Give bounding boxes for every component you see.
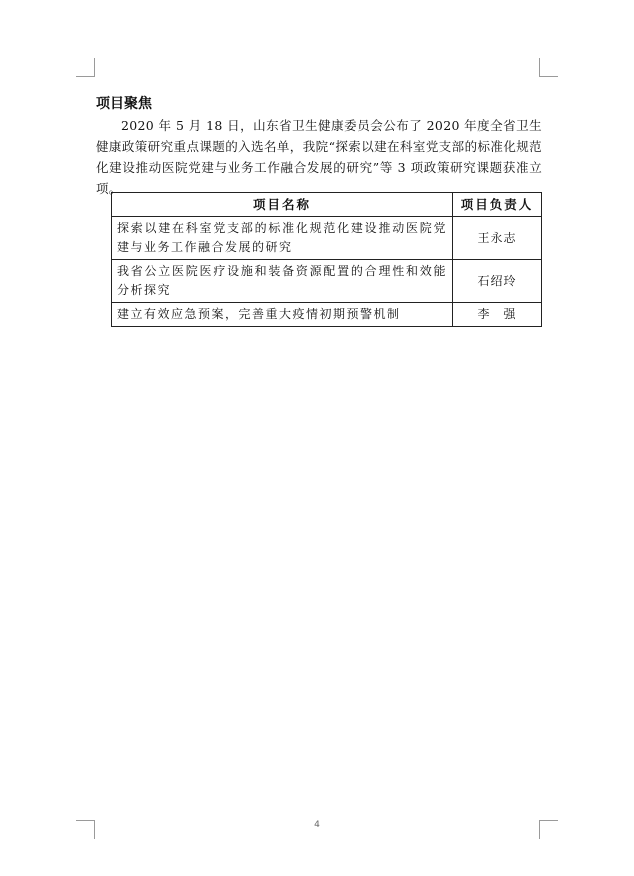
table-row <box>112 303 542 327</box>
section-heading: 项目聚焦 <box>96 96 152 112</box>
section-content <box>96 93 542 199</box>
project-leader-cell: 李 强 <box>453 303 542 327</box>
page-number: 4 <box>314 820 320 830</box>
table-row <box>112 217 542 260</box>
header-project-leader: 项目负责人 <box>453 193 542 217</box>
project-leader-cell: 石绍玲 <box>453 260 542 303</box>
crop-mark-top-left <box>76 58 95 77</box>
table-row <box>112 260 542 303</box>
table-header-row <box>112 193 542 217</box>
projects-table <box>111 192 542 327</box>
project-name-cell: 探索以建在科室党支部的标准化规范化建设推动医院党建与业务工作融合发展的研究 <box>112 217 453 260</box>
project-leader-cell: 王永志 <box>453 217 542 260</box>
crop-mark-top-right <box>539 58 558 77</box>
project-name-cell: 建立有效应急预案，完善重大疫情初期预警机制 <box>112 303 453 327</box>
project-name-cell: 我省公立医院医疗设施和装备资源配置的合理性和效能分析探究 <box>112 260 453 303</box>
header-project-name: 项目名称 <box>112 193 453 217</box>
section-paragraph: 2020 年 5 月 18 日，山东省卫生健康委员会公布了 2020 年度全省卫生健康政策研究重点课题的入选名单，我院“探索以建在科室党支部的标准化规范化建设推动医院党建与业务工作融合发展的研究”等 3 项政策研究课题获准立项。 <box>96 118 542 196</box>
